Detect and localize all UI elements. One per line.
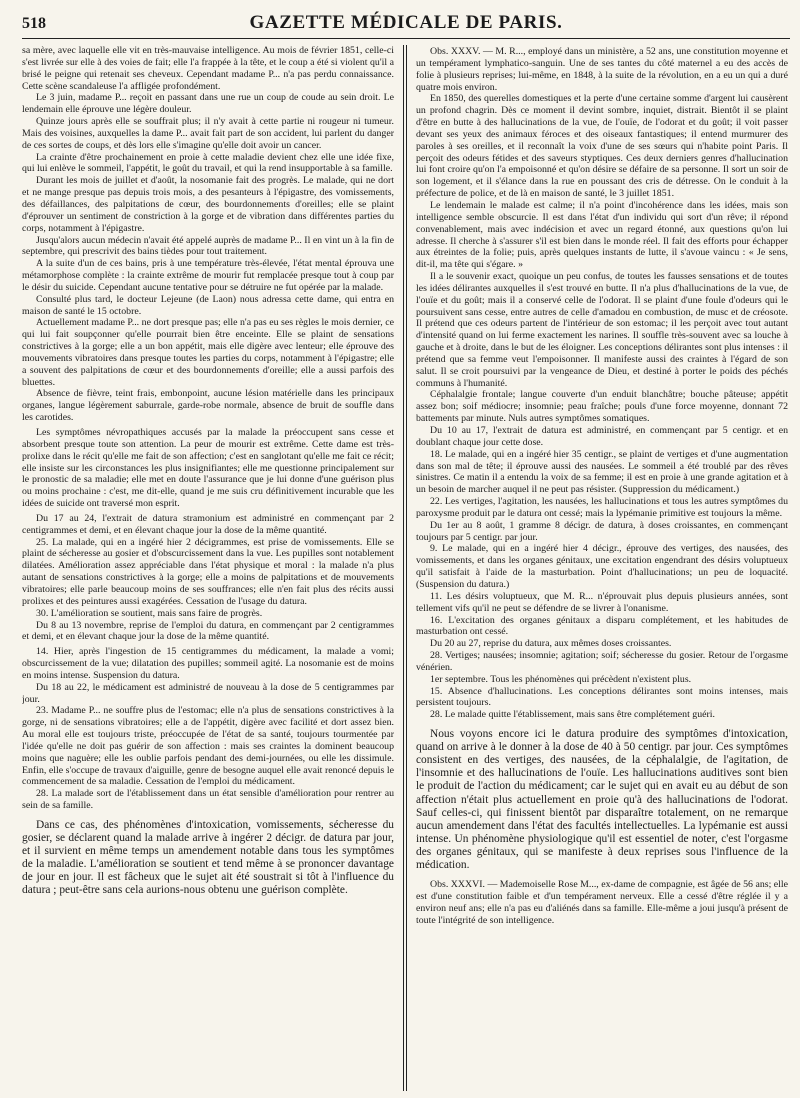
paragraph: sa mère, avec laquelle elle vit en très-mauvaise intelligence. Au mois de février 1851, celle-ci s'est livrée sur elle à des voies de fait; elle l'a frappée à la tête, et le coup a été si violent qu'il a brisé le peigne qui retenait ses cheveux. Cependant madame P... n'a pas perdu connaissance. Cette scène scandaleuse l'a affligée profondément. xyxy=(22,45,394,92)
paragraph: Consulté plus tard, le docteur Lejeune (de Laon) nous adressa cette dame, qui entra en maison de santé le 15 octobre. xyxy=(22,293,394,317)
paragraph: 1er septembre. Tous les phénomènes qui précèdent n'existent plus. xyxy=(430,673,692,685)
paragraph: Le lendemain le malade est calme; il n'a point d'incohérence dans les idées, mais son intelligence semble obscurcie. Il est dans l'état d'un individu qui sort d'un rêve; il répond convenablement, mais avec indécision et avec un regard étonné, aux questions qu'on lui adresse. Il cherche à s'assurer s'il est bien dans le monde réel. Il fait des efforts pour échapper aux étreintes de la folie; puis, après quelques instants de lutte, il s'avoue vaincu : « Je sens, dit-il, ma tête qui s'égare. » xyxy=(416,199,788,271)
page-number: 518 xyxy=(22,15,46,32)
paragraph: La crainte d'être prochainement en proie à cette maladie devient chez elle une idée fixe, qui lui enlève le sommeil, l'appétit, le goût du travail, et qui la rend insupportable à sa famille. xyxy=(22,151,394,175)
paragraph: Du 18 au 22, le médicament est administré de nouveau à la dose de 5 centigrammes par jour. xyxy=(22,681,394,705)
right-column xyxy=(408,45,788,1091)
paragraph: 28. La malade sort de l'établissement dans un état sensible d'amélioration pour rentrer au sein de sa famille. xyxy=(22,788,394,812)
paragraph: 28. Vertiges; nausées; insomnie; agitation; soif; sécheresse du gosier. Retour de l'orgasme vénérien. xyxy=(416,650,788,673)
paragraph: 9. Le malade, qui en a ingéré hier 4 décigr., éprouve des vertiges, des nausées, des vomissements, et dans les organes génitaux, une excitation engendrant des désirs voluptueux qu'il satisfait à l'aide de la masturbation. Point d'hallucinations; un peu de loquacité. (Suspension du datura.) xyxy=(416,543,788,590)
paragraph: Obs. XXXVI. — Mademoiselle Rose M..., ex-dame de compagnie, est âgée de 56 ans; elle est d'une constitution faible et d'un tempérament nerveux. Elle a cessé d'être réglée il y a environ neuf ans; elle n'a pas eu d'aliénés dans sa famille. Elle-même a joui jusqu'à présent de toute l'intégrité de son intelligence. xyxy=(416,879,788,926)
paragraph: 14. Hier, après l'ingestion de 15 centigrammes du médicament, la malade a vomi; obscurcissement de la vue; dilatation des pupilles; sommeil agité. La nosomanie est de moins en moins intense. Suspension du datura. xyxy=(22,646,394,681)
paragraph: Jusqu'alors aucun médecin n'avait été appelé auprès de madame P... Il en vint un à la fin de septembre, qui prescrivit des bains tièdes pour tout traitement. xyxy=(22,234,394,258)
paragraph: 16. L'excitation des organes génitaux a disparu complétement, et les habitudes de masturbation ont cessé. xyxy=(416,614,788,638)
running-title: GAZETTE MÉDICALE DE PARIS. xyxy=(249,12,563,33)
paragraph: Actuellement madame P... ne dort presque pas; elle n'a pas eu ses règles le mois dernier, ce qui lui fait soupçonner qu'elle pourrait bien être enceinte. Elle se plaint de sensations constrictives à la gorge; elle a un bon appétit, mais elle digère avec lenteur; elle éprouve des mouvements vibratoires dans presque toutes les parties du corps, notamment à l'épigastre; elle a souvent des palpitations de cœur et des bourdonnements d'oreille; elle a aussi parfois des bluettes. xyxy=(22,317,394,388)
paragraph: 30. L'amélioration se soutient, mais sans faire de progrès. xyxy=(36,607,263,619)
paragraph: Nous voyons encore ici le datura produire des symptômes d'intoxication, quand on arrive à le donner à la dose de 40 à 50 centigr. par jour. Ces symptômes consistent en des vertiges, des nausées, de la céphalalgie, de l'agitation, de l'insomnie et des hallucinations de l'ouïe. Les hallucinations auditives sont bien le produit de l'action du médicament; car le sujet qui en avait eu au début de son affection n'était plus actuellement en proie qu'à des hallucinations de l'odorat. Sauf celles-ci, qui finissent bientôt par disparaître totalement, on ne remarque aucun amendement dans l'état des facultés intellectuelles. La lypémanie est aussi intense. Un phénomène physiologique qu'il est essentiel de noter, c'est l'orgasme des organes génitaux, qui se manifeste à deux reprises sous l'influence de la médication. xyxy=(416,728,788,872)
page-header xyxy=(22,12,790,39)
paragraph: Il a le souvenir exact, quoique un peu confus, de toutes les fausses sensations et de toutes les idées délirantes auxquelles il s'est trouvé en butte. Il n'a plus d'hallucinations de la vue, de l'ouïe et du goût; mais il a conservé celle de l'odorat. Il se plaint d'une foule d'odeurs qui le poursuivent sans cesse, entre autres de celle d'amadou en combustion, de musc et de créosote. Il prétend que ces odeurs partent de l'intérieur de son estomac; il les perçoit avec tout autant d'intensité quand on lui ferme exactement les narines. Il souffle très-souvent avec sa louche à gauche et à droite, dans le but de les éloigner. Les conceptions délirantes sont plus intenses : il prétend que sa femme veut l'empoisonner. Il manifeste aussi des craintes à l'égard de son salut. Il se croit poursuivi par la vengeance de Dieu, et destiné à porter le poids des péchés communs à l'humanité. xyxy=(416,271,788,389)
paragraph: 25. La malade, qui en a ingéré hier 2 décigrammes, est prise de vomissements. Elle se plaint de sécheresse au gosier et d'obscurcissement dans la vue. Les pupilles sont notablement dilatées. Amélioration assez appréciable dans l'état physique et moral : la malade n'a plus autant de sensations constrictives à la gorge; elle a moins de palpitations et de mouvements vibratoires; elle parle beaucoup moins de ses souffrances; elle n'en fait plus des récits aussi prolixes et des peintures aussi exagérées. Cessation de l'usage du datura. xyxy=(22,536,394,607)
paragraph: 28. Le malade quitte l'établissement, mais sans être complétement guéri. xyxy=(430,709,715,721)
paragraph: Obs. XXXV. — M. R..., employé dans un ministère, a 52 ans, une constitution moyenne et un tempérament lymphatico-sanguin. Une de ses tantes du côté maternel a eu des accès de folie à plusieurs reprises; lui-même, en 1848, à la suite de la révolution, en a eu un qui a duré quatre mois environ. xyxy=(416,46,788,93)
paragraph: Quinze jours après elle se souffrait plus; il n'y avait à cette partie ni rougeur ni tumeur. Mais des voisines, auxquelles la dame P... avait fait part de son accident, lui parlent du danger de ces sortes de coups, et dès lors elle s'imagine qu'elle doit avoir un cancer. xyxy=(22,116,394,151)
paragraph: A la suite d'un de ces bains, pris à une température très-élevée, l'état mental éprouva une métamorphose complète : la crainte extrême de mourir fut remplacée presque tout à coup par le désir du suicide. Cependant aucune tentative pour se détruire ne fut opérée par la malade. xyxy=(22,258,394,293)
paragraph: Les symptômes névropathiques accusés par la malade la préoccupent sans cesse et absorbent presque toute son attention. La peur de mourir est extrême. Cette dame est très-prolixe dans le récit qu'elle me fait de son affection; c'est en sanglotant qu'elle me fait ce récit; elle insiste sur les circonstances les plus insignifiantes; elle me questionne principalement sur le pronostic de sa maladie; elle met en doute l'assurance que je lui donne d'une guérison plus ou moins prochaine : c'est, me dit-elle, quand je me suis cru définitivement incurable que les idées de suicide ont traversé mon esprit. xyxy=(22,427,394,510)
text-columns xyxy=(22,45,790,1091)
paragraph: En 1850, des querelles domestiques et la perte d'une certaine somme d'argent lui causèrent un profond chagrin. Dès ce moment il devint sombre, inquiet, distrait. Bientôt il se plaint d'être en butte à des hallucinations de la vue, de l'ouïe, de l'odorat et du goût; il voit passer devant ses yeux des animaux féroces et des oiseaux fantastiques; il entend murmurer des paroles à ses oreilles, et il reconnaît la voix d'une de ses sœurs qui n'habite point Paris. Il perçoit des odeurs fétides et des saveurs styptiques. Ces deux derniers genres d'hallucination lui font croire qu'on l'a empoisonné et qu'on désire se défaire de sa personne. Il sort un soir de son logement, et il s'élance dans la rue en poussant des cris de détresse. On le conduit à la préfecture de police, et de là en maison de santé, le 3 juillet 1851. xyxy=(416,93,788,200)
paragraph: Du 10 au 17, l'extrait de datura est administré, en commençant par 5 centigr. et en doublant chaque jour cette dose. xyxy=(416,425,788,448)
paragraph: Durant les mois de juillet et d'août, la nosomanie fait des progrès. Le malade, qui ne dort et ne mange presque pas depuis trois mois, a des pesanteurs à l'épigastre, des vomissements, des défaillances, des palpitations de cœur, des bourdonnements d'oreilles; elle se plaint d'éprouver un sentiment de constriction à la gorge et de vibration dans différentes parties du corps, notamment à l'épigastre. xyxy=(22,175,394,234)
paragraph: Céphalalgie frontale; langue couverte d'un enduit blanchâtre; bouche pâteuse; appétit assez bon; soif médiocre; insomnie; peau fraîche; pouls d'une force moyenne, donnant 72 battements par minute. Nuls autres symptômes somatiques. xyxy=(416,389,788,425)
paragraph: 11. Les désirs voluptueux, que M. R... n'éprouvait plus depuis plusieurs années, sont tellement vifs qu'il ne peut se défendre de se livrer à l'onanisme. xyxy=(416,590,788,614)
left-column xyxy=(22,45,402,1091)
paragraph: 18. Le malade, qui en a ingéré hier 35 centigr., se plaint de vertiges et d'une augmentation dans son mal de tête; il éprouve aussi des nausées. Le sommeil a été troublé par des rêves sinistres. Ce matin il a entendu la voix de sa femme; il est en proie à une grande agitation et à un besoin de marcher auquel il ne peut pas résister. (Suppression du médicament.) xyxy=(416,448,788,496)
paragraph: 22. Les vertiges, l'agitation, les nausées, les hallucinations et tous les autres symptômes du paroxysme produit par le datura ont cessé; mais la lypémanie primitive est toujours la même. xyxy=(416,496,788,519)
paragraph: Dans ce cas, des phénomènes d'intoxication, vomissements, sécheresse du gosier, se déclarent quand la malade arrive à ingérer 2 décigr. de datura par jour, et il survient en même temps un amendement notable dans tous les symptômes de la maladie. L'amélioration se soutient et tend même à se prononcer davantage de jour en jour. Il est fâcheux que le sujet ait été soustrait si tôt à l'influence du datura ; peut-être sans cela aurions-nous obtenu une guérison complète. xyxy=(22,819,394,897)
paragraph: Du 1er au 8 août, 1 gramme 8 décigr. de datura, à doses croissantes, en commençant toujours par 5 centigr. par jour. xyxy=(416,519,788,543)
paragraph: 15. Absence d'hallucinations. Les conceptions délirantes sont moins intenses, mais persistent toujours. xyxy=(416,685,788,709)
paragraph: Le 3 juin, madame P... reçoit en passant dans une rue un coup de coude au sein droit. Le lendemain elle éprouve une légère douleur. xyxy=(22,92,394,116)
paragraph: Du 20 au 27, reprise du datura, aux mêmes doses croissantes. xyxy=(430,638,672,650)
paragraph: Du 8 au 13 novembre, reprise de l'emploi du datura, en commençant par 2 centigrammes et demi, et en élevant chaque jour la dose de la même quantité. xyxy=(22,619,394,643)
paragraph: Absence de fièvre, teint frais, embonpoint, aucune lésion matérielle dans les principaux organes, langue légèrement saburrale, garde-robe normale, absence de bruit de souffle dans les carotides. xyxy=(22,388,394,424)
paragraph: 23. Madame P... ne souffre plus de l'estomac; elle n'a plus de sensations constrictives à la gorge, ni de sensations vibratoires; elle a de l'appétit, digère avec facilité et dort assez bien. Au moral elle est toujours triste, préoccupée de l'état de sa santé, toujours tourmentée par l'idée qu'elle ne doit pas guérir de son affection : mais ses craintes la dominent beaucoup moins que naguère; elle les oublie parfois pendant des demi-journées, ou elle les dissimule. Enfin, elle s'occupe de travaux d'aiguille, genre de besogne auquel elle avait renoncé depuis le commencement de sa maladie. Cessation de l'emploi du médicament. xyxy=(22,705,394,788)
column-divider xyxy=(403,45,407,1091)
paragraph: Du 17 au 24, l'extrait de datura stramonium est administré en commençant par 2 centigrammes et demi, et en élevant chaque jour la dose de la même quantité. xyxy=(22,512,394,536)
